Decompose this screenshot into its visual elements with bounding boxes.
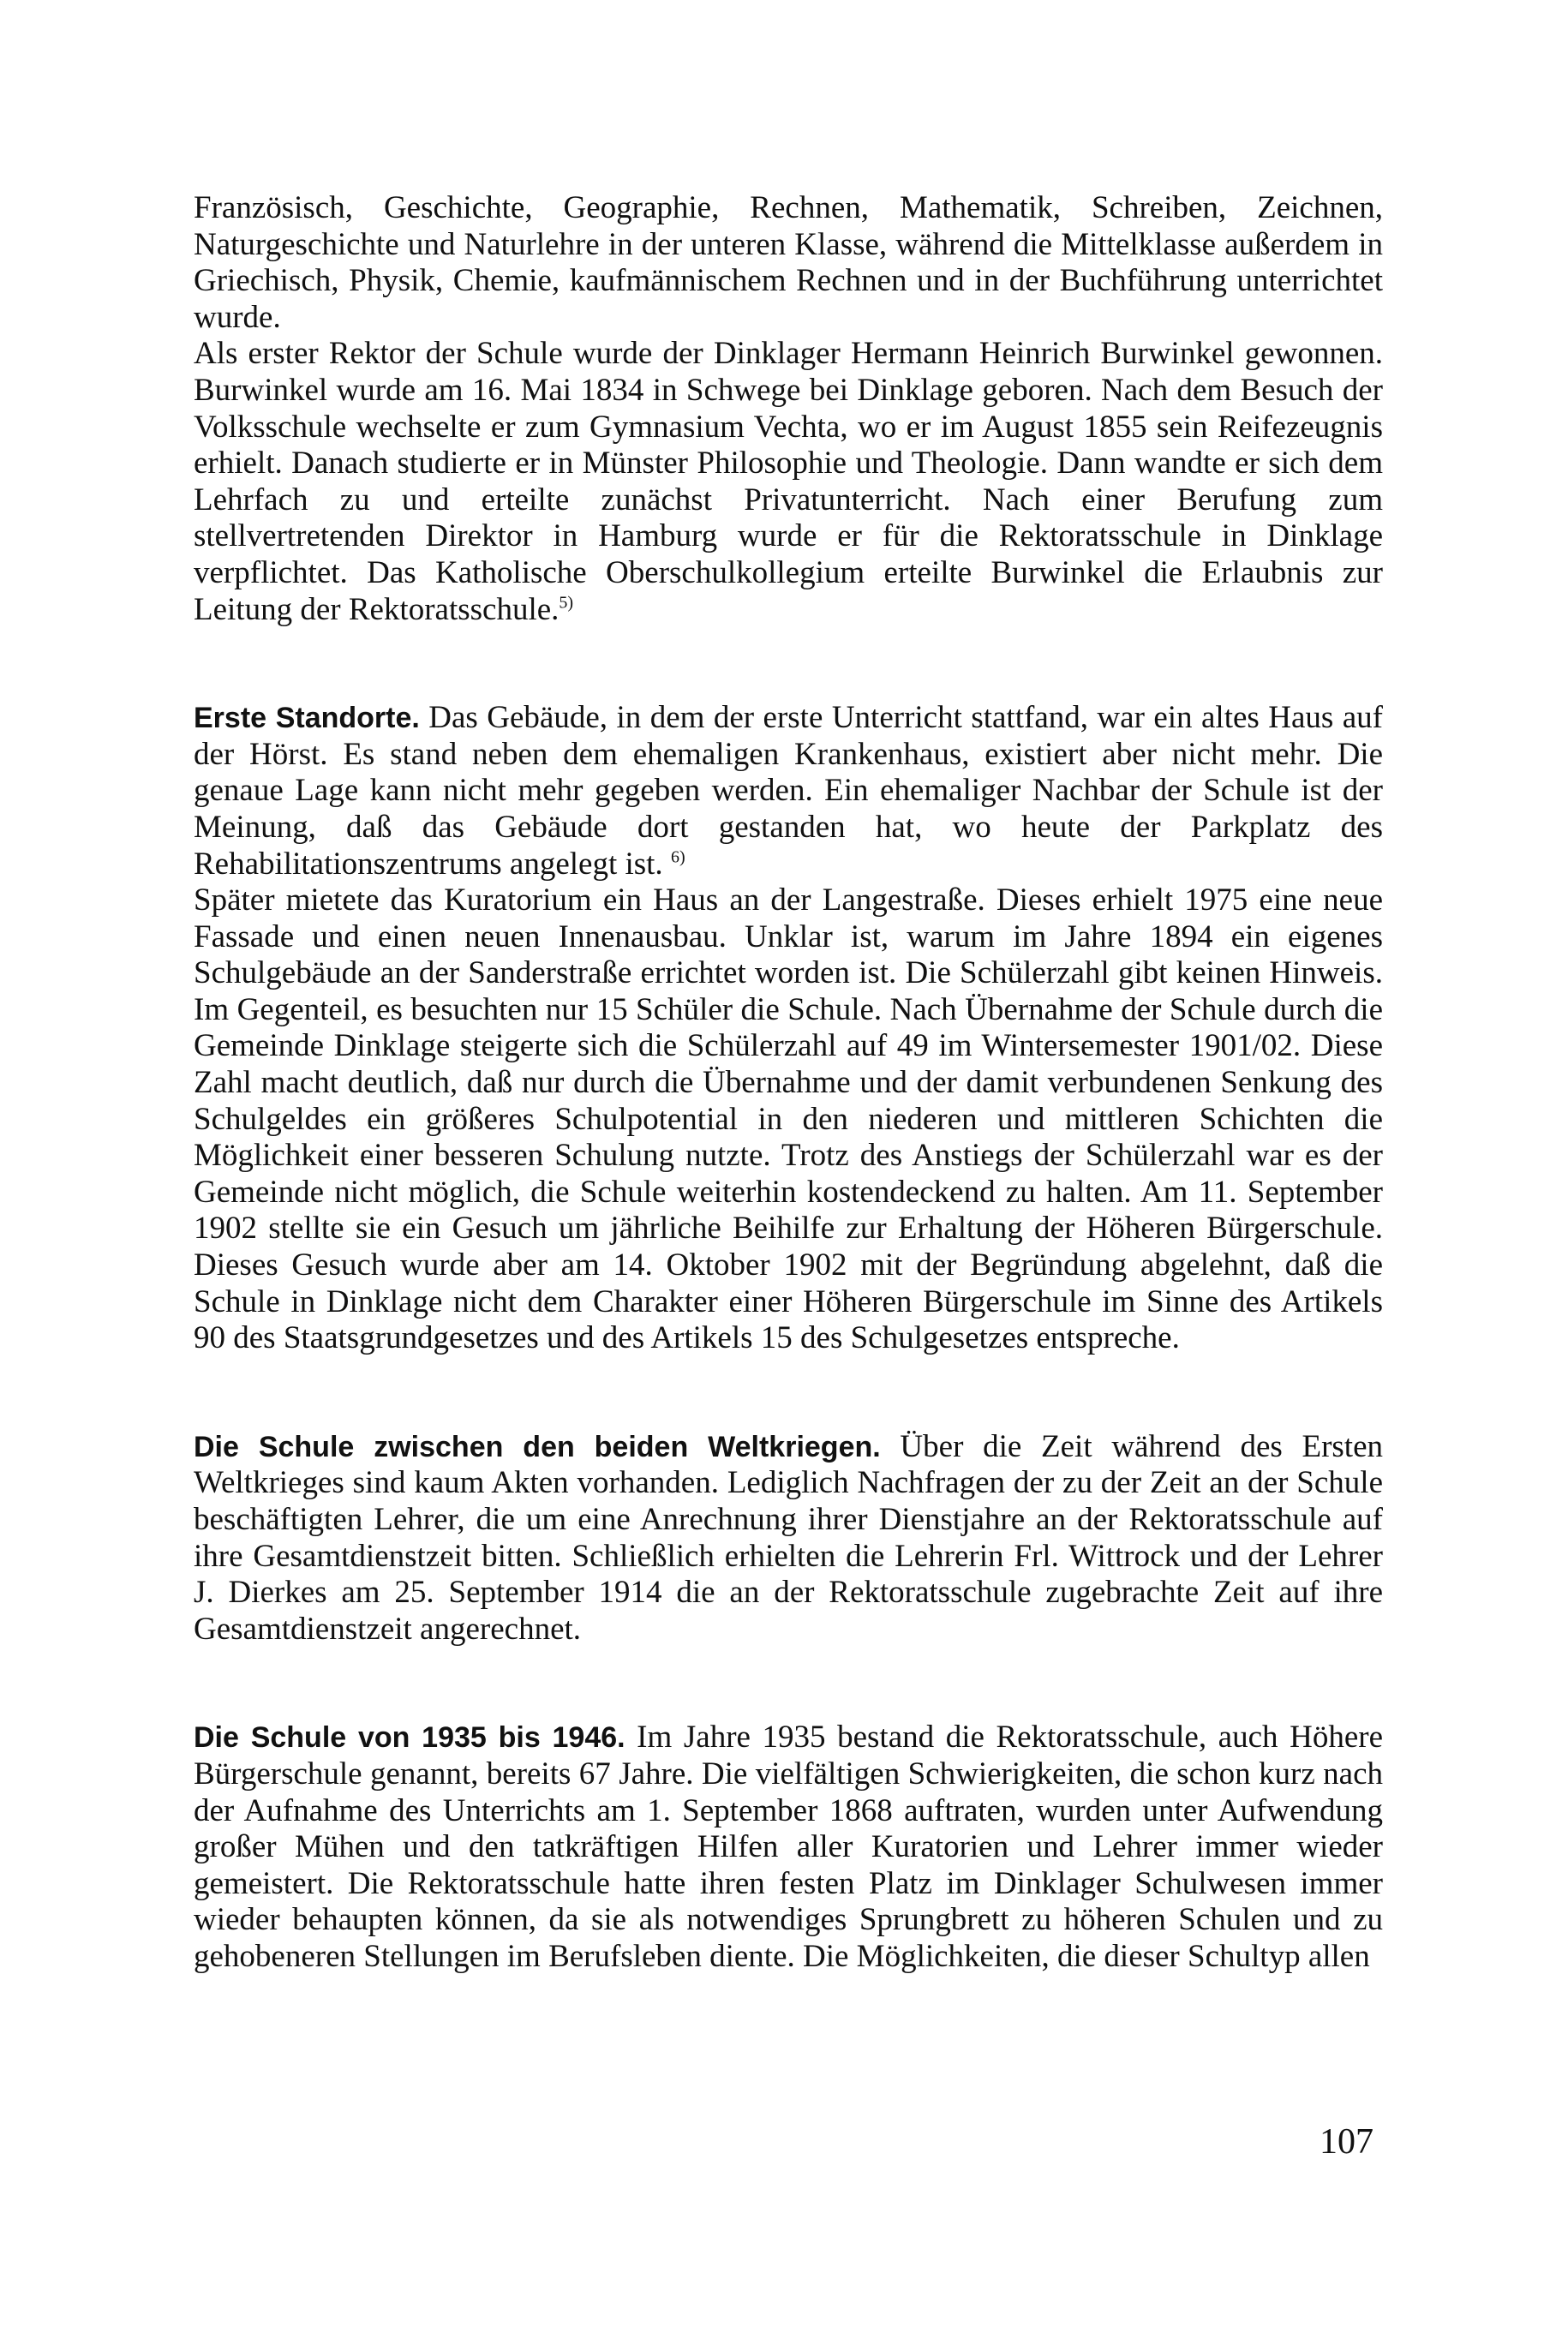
footnote-marker: 6) [670, 847, 685, 867]
page-number: 107 [1320, 2122, 1373, 2162]
paragraph-text: Über die Zeit während des Ersten Weltkrieges sind kaum Akten vorhanden. Lediglich Nachfragen der zu der Zeit an der Schule beschäftigten Lehrer, die um eine Anrechnung ihrer Dienstjahre an der Rektoratsschule auf ihre Gesamtdienstzeit bitten. Schließlich erhielten die Lehrerin Frl. Wittrock und der Lehrer J. Dierkes am 25. September 1914 die an der Rektoratsschule zugebrachte Zeit auf ihre Gesamtdienstzeit angerechnet. [194, 1428, 1384, 1647]
paragraph-first-rector [194, 336, 1383, 628]
paragraph-langestrasse [194, 882, 1383, 1357]
paragraph-text: Im Jahre 1935 bestand die Rektoratsschule, auch Höhere Bürgerschule genannt, bereits 67 Jahre. Die vielfältigen Schwierigkeiten, die schon kurz nach der Aufnahme des Unterrichts am 1. September 1868 auftraten, wurden unter Aufwendung großer Mühen und den tatkräftigen Hilfen aller Kuratorien und Lehrer immer wieder gemeistert. Die Rektoratsschule hatte ihren festen Platz im Dinklager Schulwesen immer wieder behaupten können, da sie als notwendiges Sprungbrett zu höheren Schulen und zu gehobeneren Stellungen im Berufsleben diente. Die Möglichkeiten, die dieser Schultyp allen [194, 1720, 1383, 1974]
paragraph-subjects [194, 190, 1383, 336]
section-heading: Die Schule zwischen den beiden Weltkriegen. [194, 1430, 881, 1463]
paragraph-spacer [194, 1648, 1383, 1720]
paragraph-text: Als erster Rektor der Schule wurde der Dinklager Hermann Heinrich Burwinkel gewonnen. Burwinkel wurde am 16. Mai 1834 in Schwege bei Dinklage geboren. Nach dem Besuch der Volksschule wechselte er zum Gymnasium Vechta, wo er im August 1855 sein Reifezeugnis erhielt. Danach studierte er in Münster Philosophie und Theologie. Dann wandte er sich dem Lehrfach zu und erteilte zunächst Privatunterricht. Nach einer Berufung zum stellvertretenden Direktor in Hamburg wurde er für die Rektoratsschule in Dinklage verpflichtet. Das Katholische Oberschulkollegium erteilte Burwinkel die Erlaubnis zur Leitung der Rektoratsschule. [194, 336, 1383, 627]
page-body [194, 190, 1383, 1976]
section-heading: Die Schule von 1935 bis 1946. [194, 1721, 625, 1755]
paragraph-text: Französisch, Geschichte, Geographie, Rechnen, Mathematik, Schreiben, Zeichnen, Naturgeschichte und Naturlehre in der unteren Klasse, während die Mittelklasse außerdem in Griechisch, Physik, Chemie, kaufmännischem Rechnen und in der Buchführung unterrichtet wurde. [194, 190, 1383, 335]
paragraph-first-locations [194, 700, 1383, 882]
paragraph-text: Das Gebäude, in dem der erste Unterricht stattfand, war ein altes Haus auf der Hörst. Es stand neben dem ehemaligen Krankenhaus, existiert aber nicht mehr. Die genaue Lage kann nicht mehr gegeben werden. Ein ehemaliger Nachbar der Schule ist der Meinung, daß das Gebäude dort gestanden hat, wo heute der Parkplatz des Rehabilitationszentrums angelegt ist. [194, 700, 1383, 882]
section-heading: Erste Standorte. [194, 702, 420, 735]
paragraph-spacer [194, 628, 1383, 700]
footnote-marker: 5) [559, 593, 574, 613]
paragraph-between-wars [194, 1429, 1383, 1648]
paragraph-1935-1946 [194, 1720, 1383, 1975]
paragraph-spacer [194, 1357, 1383, 1429]
paragraph-text: Später mietete das Kuratorium ein Haus an der Langestraße. Dieses erhielt 1975 eine neue Fassade und einen neuen Innenausbau. Unklar ist, warum im Jahre 1894 ein eigenes Schulgebäude an der Sanderstraße errichtet worden ist. Die Schülerzahl gibt keinen Hinweis. Im Gegenteil, es besuchten nur 15 Schüler die Schule. Nach Übernahme der Schule durch die Gemeinde Dinklage steigerte sich die Schülerzahl auf 49 im Wintersemester 1901/02. Diese Zahl macht deutlich, daß nur durch die Übernahme und der damit verbundenen Senkung des Schulgeldes ein größeres Schulpotential in den niederen und mittleren Schichten die Möglichkeit einer besseren Schulung nutzte. Trotz des Anstiegs der Schülerzahl war es der Gemeinde nicht möglich, die Schule weiterhin kostendeckend zu halten. Am 11. September 1902 stellte sie ein Gesuch um jährliche Beihilfe zur Erhaltung der Höheren Bürgerschule. Dieses Gesuch wurde aber am 14. Oktober 1902 mit der Begründung abgelehnt, daß die Schule in Dinklage nicht dem Charakter einer Höheren Bürgerschule im Sinne des Artikels 90 des Staatsgrundgesetzes und des Artikels 15 des Schulgesetzes entspreche. [194, 882, 1383, 1356]
